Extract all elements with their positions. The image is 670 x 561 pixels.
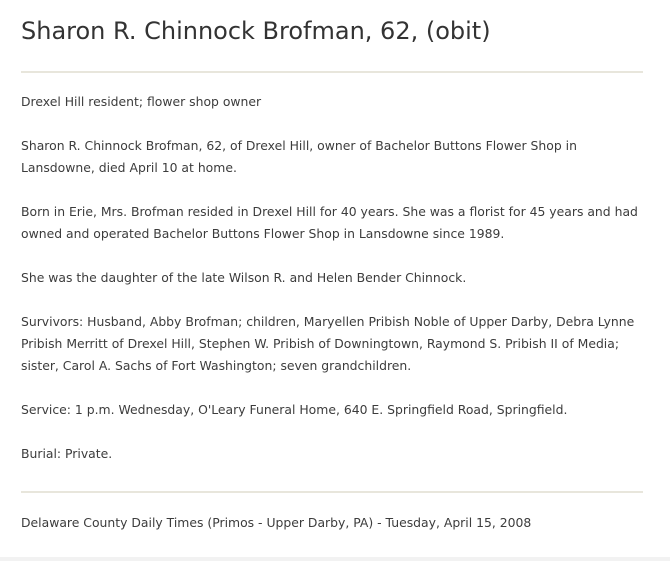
subheading: Drexel Hill resident; flower shop owner (21, 94, 262, 109)
top-divider (21, 71, 643, 73)
page-bottom-edge (0, 557, 670, 561)
bottom-divider (21, 491, 643, 493)
source-citation: Delaware County Daily Times (Primos - Upper Darby, PA) - Tuesday, April 15, 2008 (21, 515, 532, 530)
obituary-body (21, 91, 646, 487)
page-title: Sharon R. Chinnock Brofman, 62, (obit) (21, 17, 491, 45)
paragraph-burial: Burial: Private. (21, 446, 113, 461)
paragraph-parents: She was the daughter of the late Wilson R. and Helen Bender Chinnock. (21, 270, 467, 285)
paragraph-death-notice: Sharon R. Chinnock Brofman, 62, of Drexel Hill, owner of Bachelor Buttons Flower Shop in Lansdowne, died April 10 at home. (21, 138, 577, 175)
paragraph-survivors: Survivors: Husband, Abby Brofman; children, Maryellen Pribish Noble of Upper Darby, Debra Lynne Pribish Merritt of Drexel Hill, Stephen W. Pribish of Downingtown, Raymond S. Pribish II of Media; sister, Carol A. Sachs of Fort Washington; seven grandchildren. (21, 314, 635, 373)
paragraph-biography: Born in Erie, Mrs. Brofman resided in Drexel Hill for 40 years. She was a florist for 45 years and had owned and operated Bachelor Buttons Flower Shop in Lansdowne since 1989. (21, 204, 638, 241)
paragraph-service: Service: 1 p.m. Wednesday, O'Leary Funeral Home, 640 E. Springfield Road, Springfield. (21, 402, 568, 417)
